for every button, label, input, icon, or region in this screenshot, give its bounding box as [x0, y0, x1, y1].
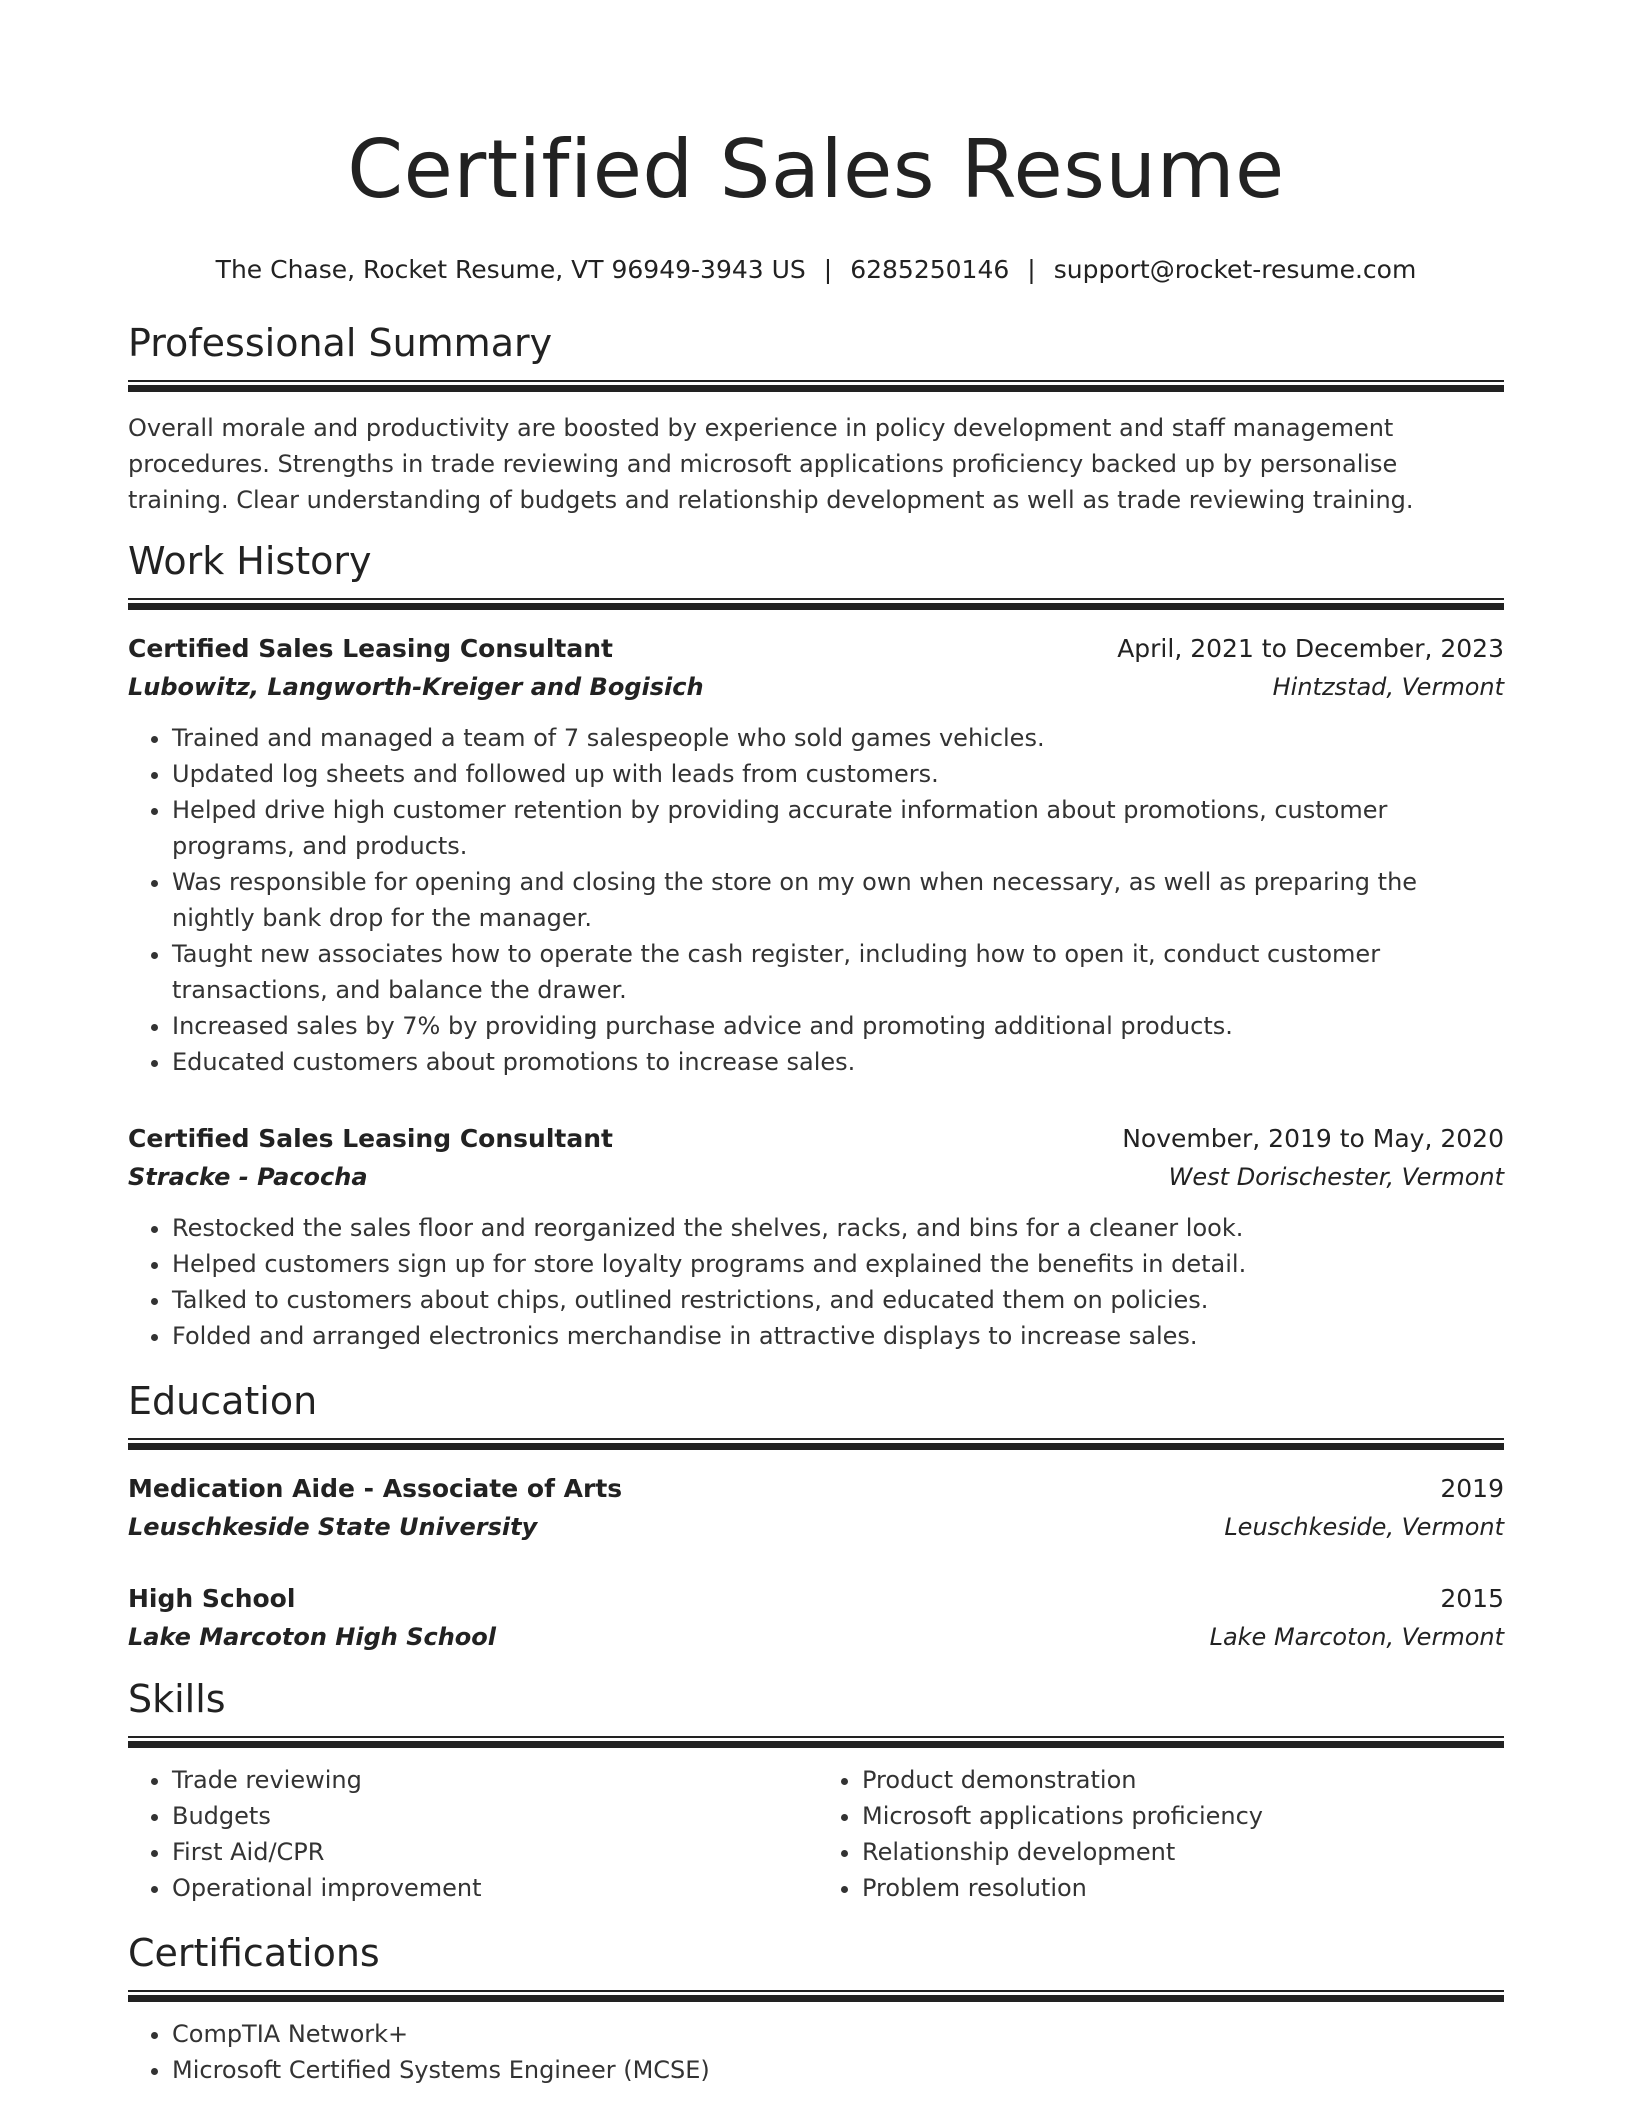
contact-address: The Chase, Rocket Resume, VT 96949-3943 US	[215, 255, 806, 284]
list-item: • Microsoft applications proficiency	[862, 1798, 1504, 1834]
education-school: Leuschkeside State University	[128, 1513, 538, 1541]
list-item: • Helped customers sign up for store loyalty programs and explained the benefits in detail.	[172, 1246, 1504, 1282]
list-item: • Updated log sheets and followed up with leads from customers.	[172, 756, 1504, 792]
education-school: Lake Marcoton High School	[128, 1623, 496, 1651]
work-history-section	[128, 538, 1504, 1354]
skills-column-left	[128, 1762, 814, 1906]
list-item: • Talked to customers about chips, outlined restrictions, and educated them on policies.	[172, 1282, 1504, 1318]
job-bullets	[128, 1210, 1504, 1354]
list-item: • Microsoft Certified Systems Engineer (MCSE)	[172, 2052, 1504, 2088]
education-year: 2015	[1440, 1584, 1504, 1613]
skills-section	[128, 1676, 1504, 1906]
education-entry	[128, 1470, 1504, 1546]
job-dates: November, 2019 to May, 2020	[1122, 1124, 1504, 1153]
section-divider	[128, 380, 1504, 392]
section-divider	[128, 1990, 1504, 2002]
list-item: • Trained and managed a team of 7 salespeople who sold games vehicles.	[172, 720, 1504, 756]
education-degree: Medication Aide - Associate of Arts	[128, 1474, 623, 1503]
job-entry	[128, 1120, 1504, 1354]
summary-section	[128, 320, 1504, 518]
resume-title: Certified Sales Resume	[347, 123, 1285, 216]
job-location: Hintzstad, Vermont	[1272, 673, 1504, 701]
list-item: • Problem resolution	[862, 1870, 1504, 1906]
section-heading-certifications: Certifications	[128, 1931, 380, 1975]
list-item: • Relationship development	[862, 1834, 1504, 1870]
list-item: • Was responsible for opening and closing the store on my own when necessary, as well as preparing the nightly bank drop for the manager.	[172, 864, 1504, 936]
skills-column-right	[814, 1762, 1504, 1906]
education-location: Leuschkeside, Vermont	[1224, 1513, 1504, 1541]
list-item: • Folded and arranged electronics merchandise in attractive displays to increase sales.	[172, 1318, 1504, 1354]
section-divider	[128, 1438, 1504, 1450]
job-company: Lubowitz, Langworth-Kreiger and Bogisich	[128, 673, 704, 701]
summary-text: Overall morale and productivity are boosted by experience in policy development and staff management procedures. Strengths in trade reviewing and microsoft applications proficiency backed up by personalise training. Clear understanding of budgets and relationship development as well as trade reviewing training.	[128, 414, 1414, 514]
section-heading-work: Work History	[128, 539, 372, 583]
list-item: • Product demonstration	[862, 1762, 1504, 1798]
list-item: • Budgets	[172, 1798, 814, 1834]
contact-separator: |	[823, 255, 833, 284]
list-item: • Trade reviewing	[172, 1762, 814, 1798]
education-section	[128, 1378, 1504, 1656]
certifications-list	[128, 2016, 1504, 2088]
section-divider	[128, 598, 1504, 610]
job-title: Certified Sales Leasing Consultant	[128, 1124, 613, 1153]
job-title: Certified Sales Leasing Consultant	[128, 634, 613, 663]
education-year: 2019	[1440, 1474, 1504, 1503]
contact-email: support@rocket-resume.com	[1053, 255, 1417, 284]
education-entry	[128, 1580, 1504, 1656]
list-item: • Taught new associates how to operate the cash register, including how to open it, conduct customer transactions, and balance the drawer.	[172, 936, 1504, 1008]
list-item: • Increased sales by 7% by providing purchase advice and promoting additional products.	[172, 1008, 1504, 1044]
list-item: • CompTIA Network+	[172, 2016, 1504, 2052]
contact-separator: |	[1027, 255, 1036, 284]
list-item: • Educated customers about promotions to increase sales.	[172, 1044, 1504, 1080]
education-location: Lake Marcoton, Vermont	[1209, 1623, 1504, 1651]
job-entry	[128, 630, 1504, 1080]
contact-phone: 6285250146	[850, 255, 1010, 284]
list-item: • Operational improvement	[172, 1870, 814, 1906]
contact-line	[128, 254, 1504, 286]
list-item: • Helped drive high customer retention by providing accurate information about promotions, customer programs, and products.	[172, 792, 1504, 864]
job-company: Stracke - Pacocha	[128, 1163, 368, 1191]
job-location: West Dorischester, Vermont	[1168, 1163, 1504, 1191]
certifications-section	[128, 1930, 1504, 2088]
section-heading-education: Education	[128, 1379, 318, 1423]
skills-columns	[128, 1762, 1504, 1906]
section-divider	[128, 1736, 1504, 1748]
job-dates: April, 2021 to December, 2023	[1117, 634, 1504, 663]
list-item: • First Aid/CPR	[172, 1834, 814, 1870]
section-heading-skills: Skills	[128, 1677, 226, 1721]
education-degree: High School	[128, 1584, 296, 1613]
list-item: • Restocked the sales floor and reorganized the shelves, racks, and bins for a cleaner look.	[172, 1210, 1504, 1246]
section-heading-summary: Professional Summary	[128, 321, 553, 365]
job-bullets	[128, 720, 1504, 1080]
